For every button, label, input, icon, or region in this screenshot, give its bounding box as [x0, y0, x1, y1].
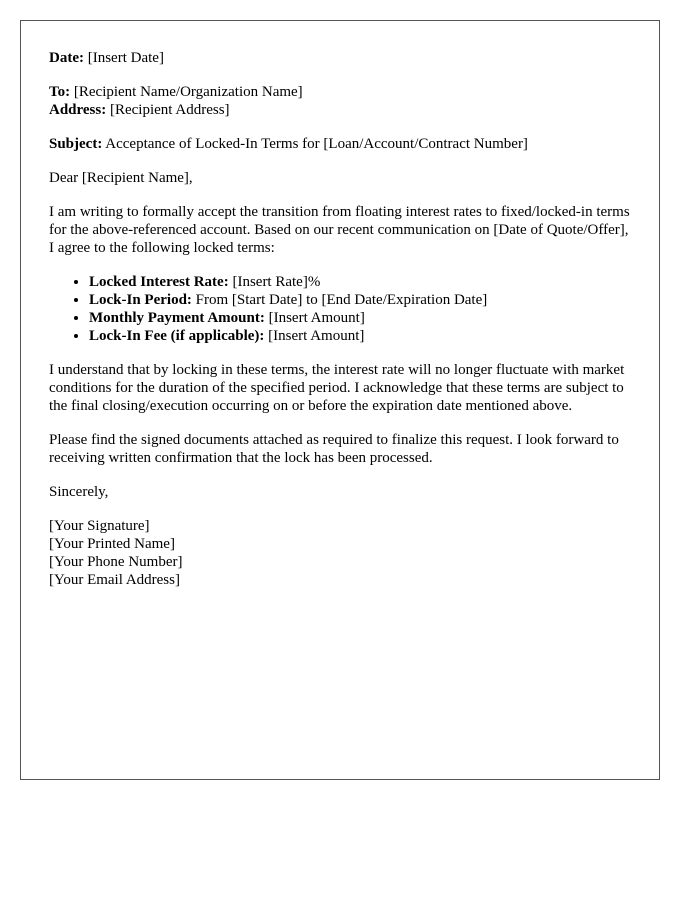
- address-value: [Recipient Address]: [109, 102, 230, 118]
- address-label: Address:: [49, 102, 107, 118]
- term-item-interest-rate: [89, 273, 631, 291]
- term-value: [Insert Rate]%: [232, 274, 321, 290]
- term-item-lock-in-period: [89, 291, 631, 309]
- term-item-monthly-payment: [89, 309, 631, 327]
- phone-number-line: [Your Phone Number]: [49, 554, 183, 570]
- to-value: [Recipient Name/Organization Name]: [73, 84, 303, 100]
- term-value: [Insert Amount]: [268, 310, 365, 326]
- recipient-block: [49, 83, 631, 119]
- documents-paragraph: Please find the signed documents attached as required to finalize this request. I look forward to receiving written confirmation that the lock has been processed.: [49, 432, 619, 466]
- email-address-line: [Your Email Address]: [49, 572, 180, 588]
- subject-line: [49, 135, 631, 153]
- subject-value: Acceptance of Locked-In Terms for [Loan/Account/Contract Number]: [105, 136, 528, 152]
- date-value: [Insert Date]: [87, 50, 164, 66]
- term-value: From [Start Date] to [End Date/Expiration Date]: [195, 292, 488, 308]
- salutation: Dear [Recipient Name],: [49, 170, 193, 186]
- terms-list: [49, 273, 631, 345]
- closing: Sincerely,: [49, 484, 109, 500]
- term-value: [Insert Amount]: [268, 328, 365, 344]
- to-label: To:: [49, 84, 71, 100]
- understanding-paragraph: I understand that by locking in these terms, the interest rate will no longer fluctuate with market conditions for the duration of the specified period. I acknowledge that these terms are subject to the final closing/execution occurring on or before the expiration date mentioned above.: [49, 362, 625, 414]
- date-line: [49, 49, 631, 67]
- term-label: Locked Interest Rate:: [89, 274, 229, 290]
- signature-line: [Your Signature]: [49, 518, 150, 534]
- term-label: Lock-In Period:: [89, 292, 192, 308]
- term-label: Monthly Payment Amount:: [89, 310, 265, 326]
- subject-label: Subject:: [49, 136, 103, 152]
- term-item-lock-in-fee: [89, 327, 631, 345]
- letter-page: [20, 20, 660, 780]
- date-label: Date:: [49, 50, 84, 66]
- signature-block: [49, 517, 631, 589]
- intro-paragraph: I am writing to formally accept the transition from floating interest rates to fixed/locked-in terms for the above-referenced account. Based on our recent communication on [Date of Quote/Offer], I agree to the following locked terms:: [49, 204, 630, 256]
- term-label: Lock-In Fee (if applicable):: [89, 328, 265, 344]
- printed-name-line: [Your Printed Name]: [49, 536, 175, 552]
